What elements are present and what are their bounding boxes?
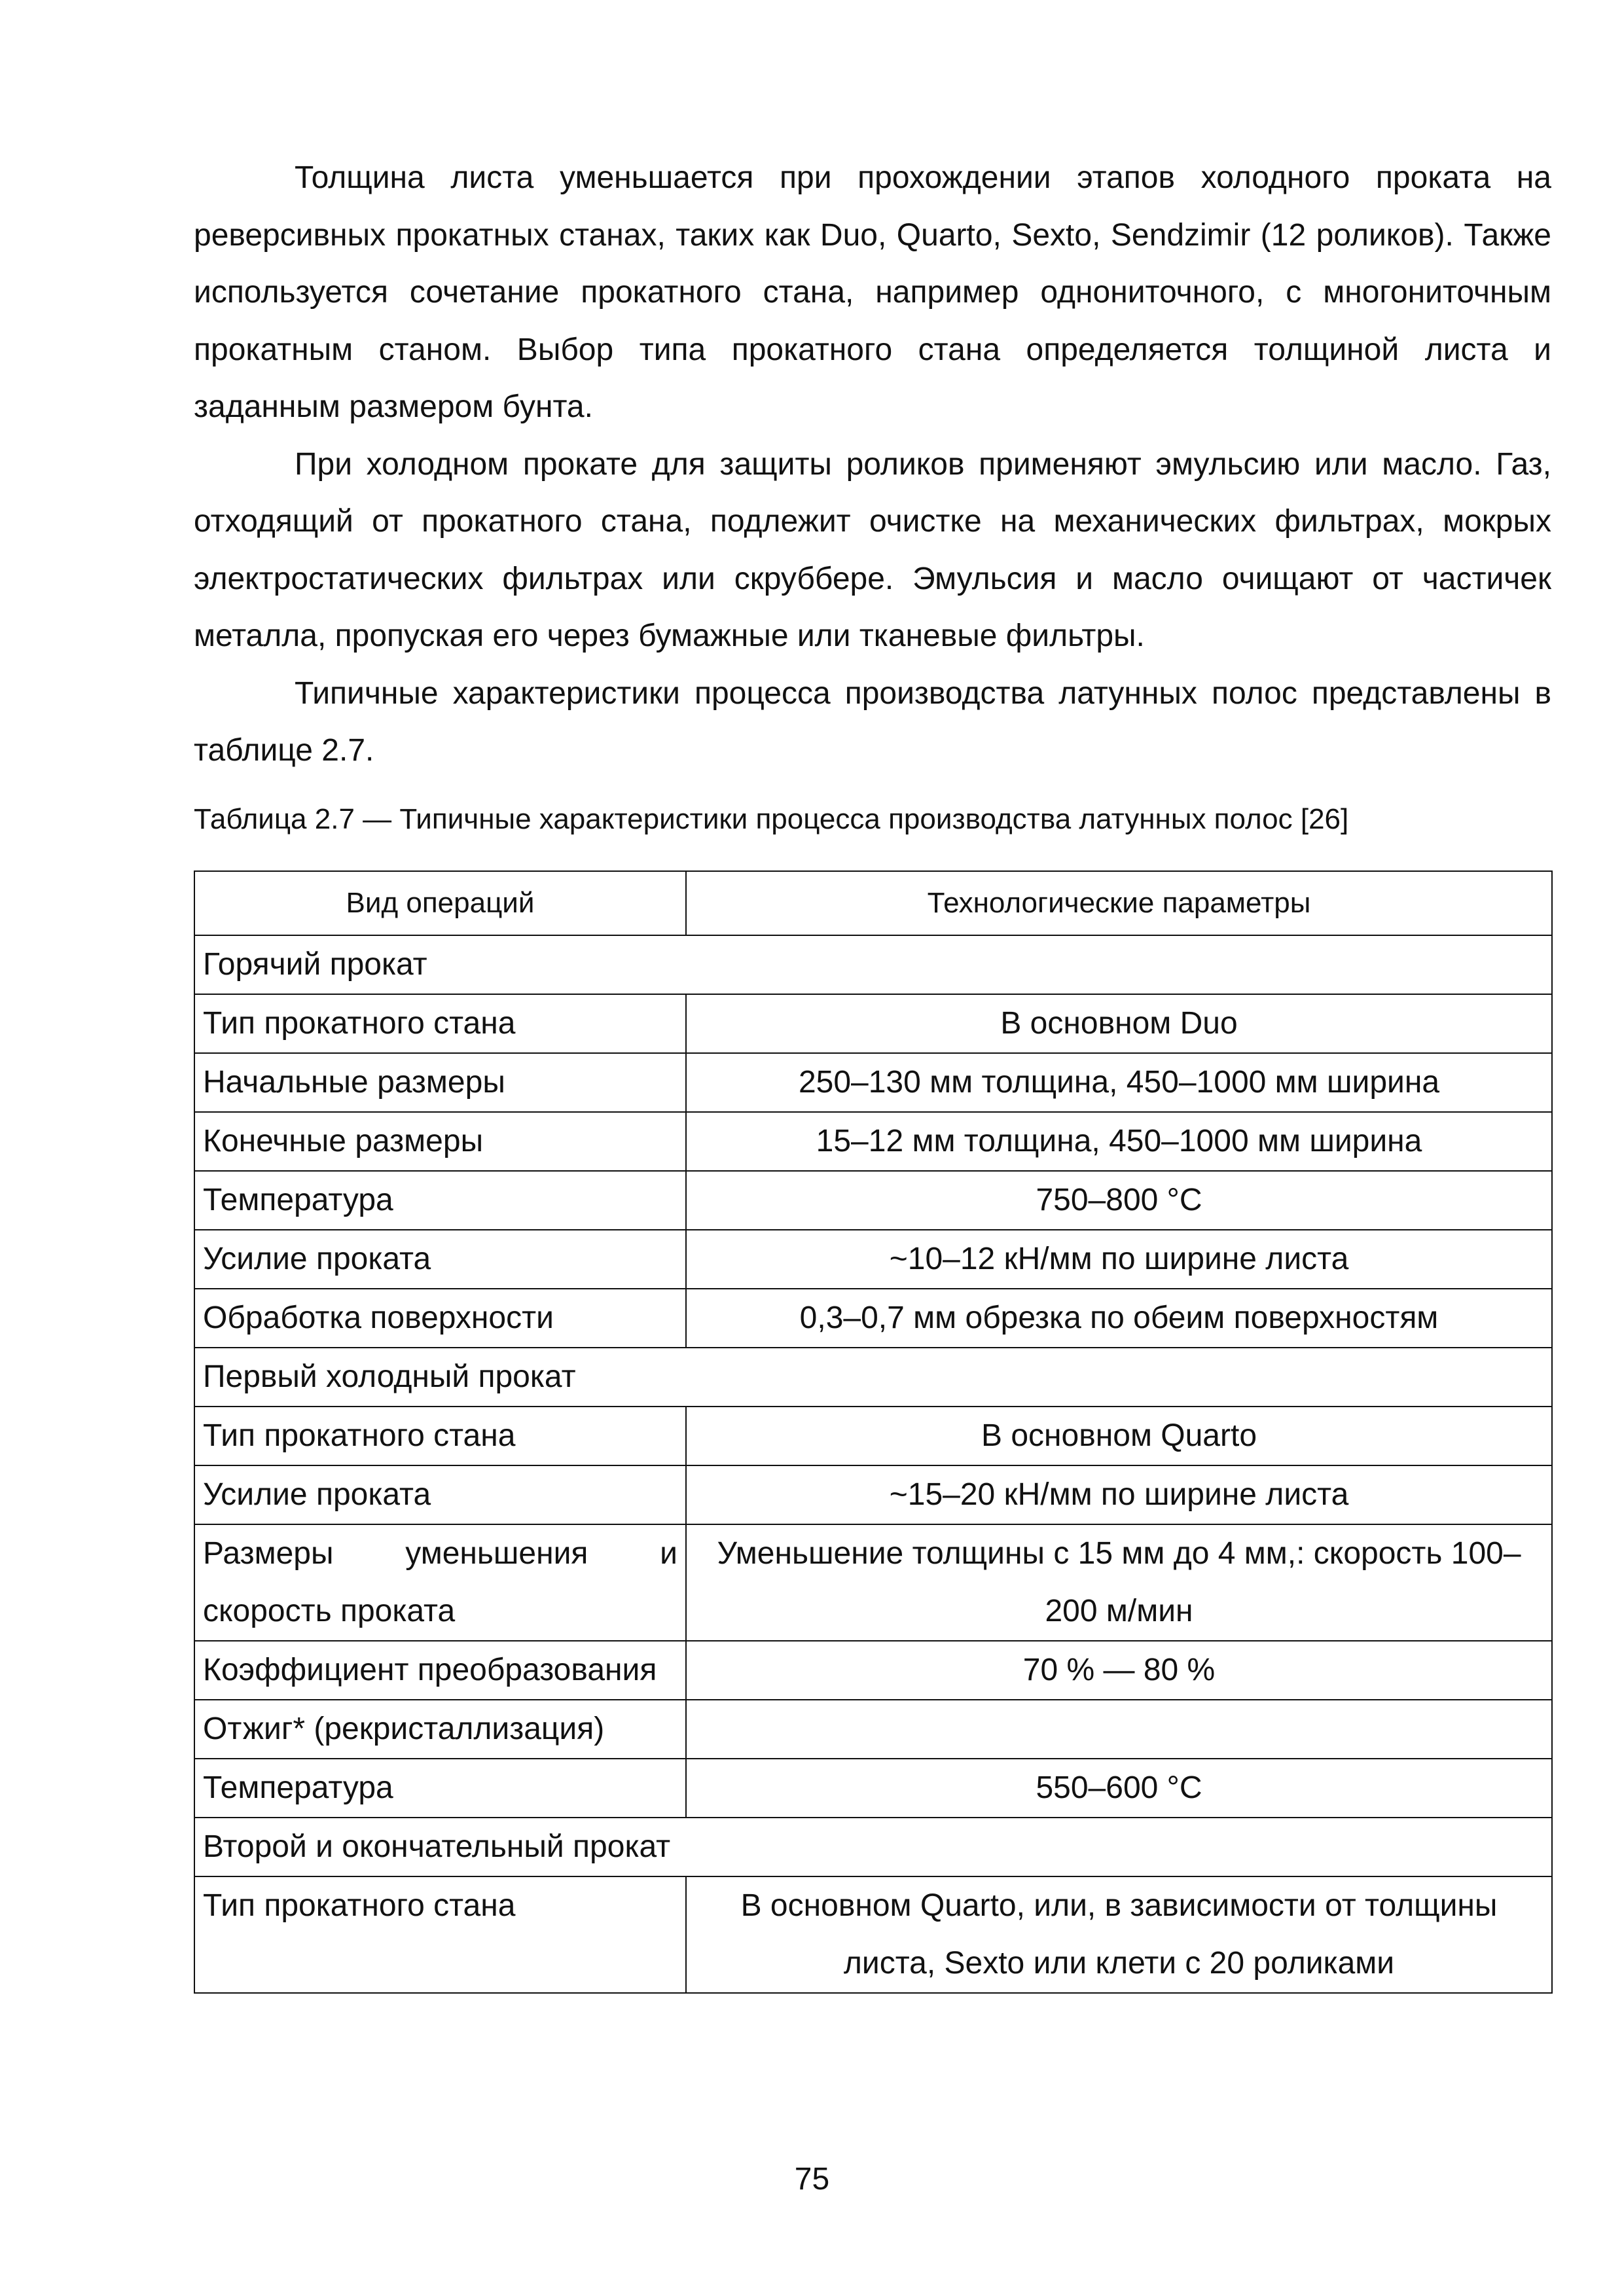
table-row	[194, 1230, 1552, 1289]
operation-cell: Обработка поверхности	[194, 1289, 686, 1348]
section-row	[194, 1818, 1552, 1876]
section-title: Первый холодный прокат	[194, 1348, 1552, 1407]
operation-cell: Отжиг* (рекристаллизация)	[194, 1700, 686, 1759]
section-row	[194, 935, 1552, 994]
table-row	[194, 1112, 1552, 1171]
parameter-cell: В основном Quarto	[686, 1407, 1552, 1465]
parameter-cell: 0,3–0,7 мм обрезка по обеим поверхностям	[686, 1289, 1552, 1348]
table-caption: Таблица 2.7 — Типичные характеристики процесса производства латунных полос [26]	[194, 803, 1349, 835]
operation-cell: Коэффициент преобразования	[194, 1641, 686, 1700]
operation-cell: Усилие проката	[194, 1465, 686, 1524]
operation-cell: Размеры уменьшения и скорость проката	[194, 1524, 686, 1641]
table-row	[194, 1289, 1552, 1348]
parameter-cell: 250–130 мм толщина, 450–1000 мм ширина	[686, 1053, 1552, 1112]
table-header-row	[194, 871, 1552, 935]
parameter-cell: 15–12 мм толщина, 450–1000 мм ширина	[686, 1112, 1552, 1171]
table-row	[194, 1465, 1552, 1524]
section-title: Второй и окончательный прокат	[194, 1818, 1552, 1876]
parameter-cell: Уменьшение толщины с 15 мм до 4 мм,: скорость 100–200 м/мин	[686, 1524, 1552, 1641]
table-row	[194, 1759, 1552, 1818]
parameters-table	[194, 870, 1553, 1994]
column-header: Технологические параметры	[686, 871, 1552, 935]
table-row	[194, 1053, 1552, 1112]
parameter-cell: ~10–12 кН/мм по ширине листа	[686, 1230, 1552, 1289]
table-row	[194, 1700, 1552, 1759]
table-row	[194, 1407, 1552, 1465]
page-number: 75	[794, 2162, 830, 2197]
table-row	[194, 1524, 1552, 1641]
section-row	[194, 1348, 1552, 1407]
operation-cell: Тип прокатного стана	[194, 994, 686, 1053]
parameter-cell: 750–800 °С	[686, 1171, 1552, 1230]
parameter-cell: 550–600 °С	[686, 1759, 1552, 1818]
table-row	[194, 1876, 1552, 1993]
parameter-cell: ~15–20 кН/мм по ширине листа	[686, 1465, 1552, 1524]
parameter-cell: В основном Duo	[686, 994, 1552, 1053]
paragraph: При холодном прокате для защиты роликов применяют эмульсию или масло. Газ, отходящий от прокатного стана, подлежит очистке на механических фильтрах, мокрых электростатических фильтрах или скруббере. Эмульсия и масло очищают от частичек металла, пропуская его через бумажные или тканевые фильтры.	[194, 446, 1551, 653]
parameter-cell: 70 % — 80 %	[686, 1641, 1552, 1700]
section-title: Горячий прокат	[194, 935, 1552, 994]
operation-cell: Тип прокатного стана	[194, 1876, 686, 1993]
column-header: Вид операций	[194, 871, 686, 935]
operation-cell: Начальные размеры	[194, 1053, 686, 1112]
paragraph: Типичные характеристики процесса производства латунных полос представлены в таблице 2.7.	[194, 675, 1551, 768]
operation-cell: Температура	[194, 1171, 686, 1230]
table-row	[194, 1171, 1552, 1230]
table-row	[194, 1641, 1552, 1700]
body-text	[194, 149, 1551, 780]
operation-cell: Усилие проката	[194, 1230, 686, 1289]
parameter-cell: В основном Quarto, или, в зависимости от толщины листа, Sexto или клети с 20 роликами	[686, 1876, 1552, 1993]
operation-cell: Конечные размеры	[194, 1112, 686, 1171]
table-row	[194, 994, 1552, 1053]
parameter-cell	[686, 1700, 1552, 1759]
paragraph: Толщина листа уменьшается при прохождении этапов холодного проката на реверсивных прокатных станах, таких как Duo, Quarto, Sexto, Sendzimir (12 роликов). Также используется сочетание прокатного стана, например однониточного, с многониточным прокатным станом. Выбор типа прокатного стана определяется толщиной листа и заданным размером бунта.	[194, 160, 1551, 424]
operation-cell: Температура	[194, 1759, 686, 1818]
operation-cell: Тип прокатного стана	[194, 1407, 686, 1465]
